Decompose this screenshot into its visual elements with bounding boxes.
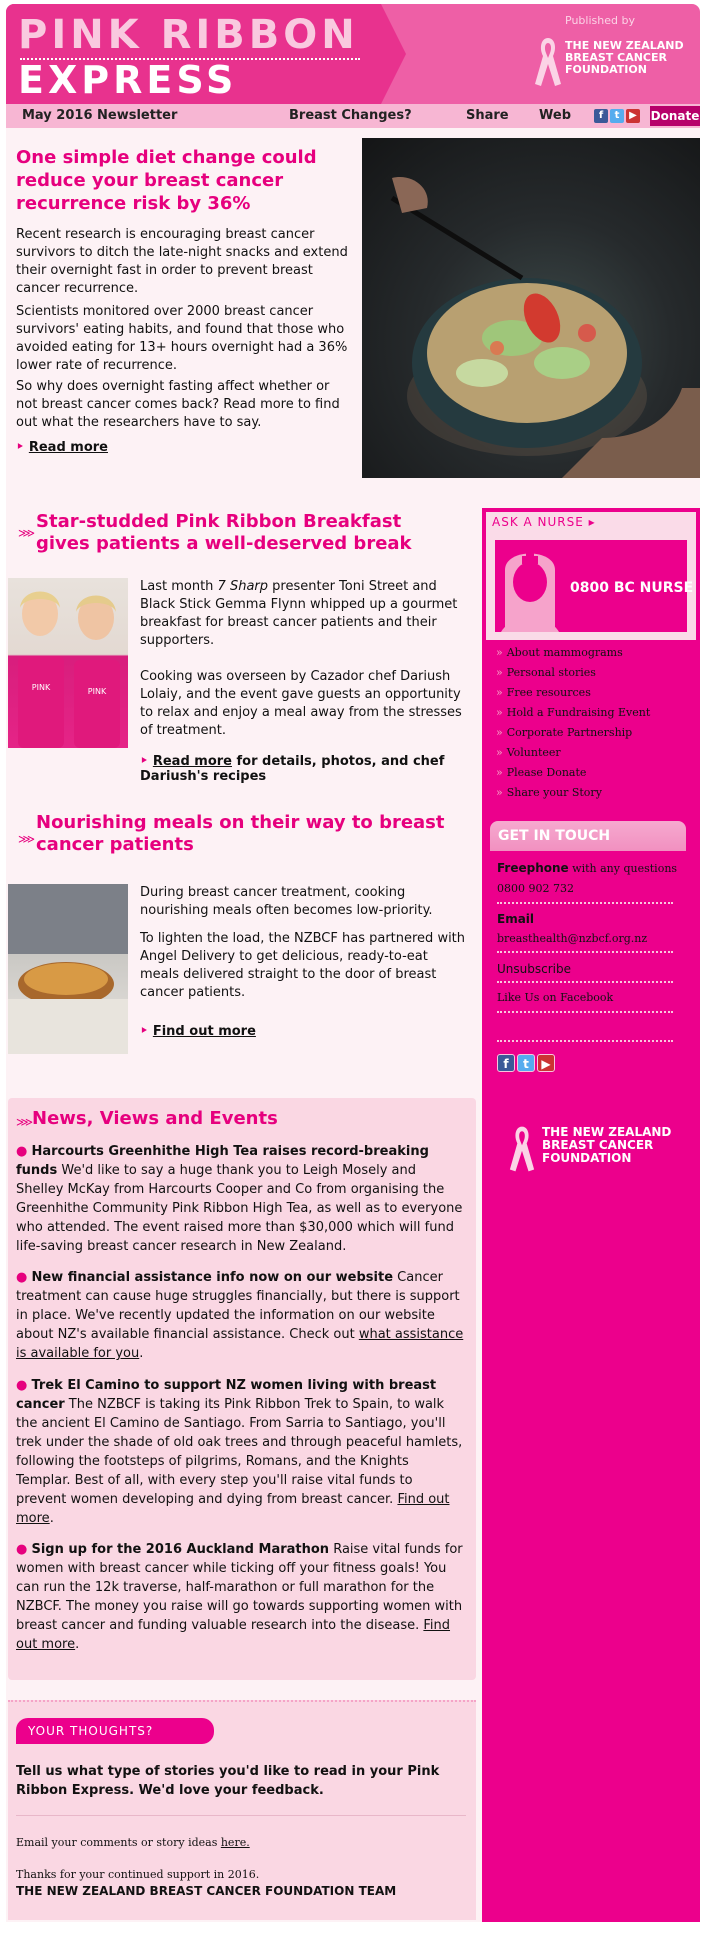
team-signoff: THE NEW ZEALAND BREAST CANCER FOUNDATION TEAM: [16, 1884, 397, 1898]
your-thoughts-tab: YOUR THOUGHTS?: [16, 1718, 214, 1744]
salad-bowl-photo: [362, 138, 700, 478]
sidebar-foundation-name: THE NEW ZEALAND BREAST CANCER FOUNDATION: [542, 1125, 672, 1165]
brand-title-line1: PINK RIBBON: [18, 12, 359, 58]
arrow-right-icon: ‣: [140, 754, 153, 769]
email-address-link[interactable]: breasthealth@nzbcf.org.nz: [497, 932, 648, 945]
hero-title: One simple diet change could reduce your breast cancer recurrence risk by 36%: [16, 147, 317, 214]
hero-paragraph-1: Recent research is encouraging breast cancer survivors to ditch the late-night snacks and extend their overnight fast in order to prevent breast cancer recurrence.: [16, 227, 348, 296]
ask-a-nurse-label[interactable]: ASK A NURSE ▸: [486, 512, 696, 532]
breakfast-title: Star-studded Pink Ribbon Breakfast gives patients a well-deserved break: [36, 511, 412, 554]
financial-assistance-link[interactable]: what assistance is available for you: [16, 1327, 464, 1361]
trek-find-out-more-link[interactable]: Find out more: [16, 1492, 450, 1526]
nurse-icon: [495, 540, 565, 635]
pie-dish-illustration: [8, 884, 128, 1054]
pie-dish-photo: [8, 884, 128, 1054]
get-in-touch-tab: GET IN TOUCH: [490, 821, 686, 851]
svg-text:PINK: PINK: [31, 683, 51, 692]
hero-paragraph-3: So why does overnight fasting affect whether or not breast cancer comes back? Read more to find out what the researchers have to say.: [16, 379, 340, 430]
sidebar-divider: [497, 951, 673, 953]
news-item-4: ● Sign up for the 2016 Auckland Marathon Raise vital funds for women with breast cancer while ticking off your fitness goals! You can run the 12k traverse, half-marathon or full marathon for the NZBCF. The money you raise will go towards supporting women with breast cancer and funding valuable research into the disease. Find out more.: [16, 1542, 463, 1652]
sidebar-link-corporate[interactable]: » Corporate Partnership: [496, 726, 633, 739]
twitter-icon[interactable]: t: [610, 109, 624, 123]
sidebar-link-personal-stories[interactable]: » Personal stories: [496, 666, 596, 679]
bullet-dot: ●: [16, 1144, 28, 1159]
news-title: News, Views and Events: [32, 1108, 278, 1129]
arrow-right-icon: ‣: [140, 1024, 153, 1039]
double-arrow-icon: »: [496, 726, 503, 739]
brand-title-line2: EXPRESS: [18, 58, 238, 102]
salad-bowl-illustration: [362, 138, 700, 478]
nav-share-link[interactable]: Share: [466, 108, 509, 123]
sidebar-divider: [497, 1040, 673, 1042]
arrow-right-icon: ▸: [588, 515, 596, 529]
nav-issue-label: May 2016 Newsletter: [22, 108, 178, 123]
double-arrow-icon: »: [496, 646, 503, 659]
feedback-email-line: Email your comments or story ideas here.: [16, 1836, 250, 1849]
marathon-find-out-more-link[interactable]: Find out more: [16, 1618, 451, 1652]
facebook-icon[interactable]: f: [594, 109, 608, 123]
freephone-line: Freephone with any questions: [497, 861, 678, 875]
youtube-icon[interactable]: ▶: [626, 109, 640, 123]
sidebar-link-fundraising[interactable]: » Hold a Fundraising Event: [496, 706, 651, 719]
donate-button[interactable]: Donate: [650, 106, 700, 126]
facebook-icon[interactable]: f: [497, 1054, 515, 1072]
double-arrow-icon: »: [496, 786, 503, 799]
youtube-icon[interactable]: ▶: [537, 1054, 555, 1072]
arrow-right-icon: ‣: [16, 440, 25, 455]
news-item-3: ● Trek El Camino to support NZ women living with breast cancer The NZBCF is taking its Pink Ribbon Trek to Spain, to walk the ancient El Camino de Santiago. From Sarria to Santiago, you'll trek under the shade of old oak trees and through peaceful hamlets, following the footsteps of pilgrims, Romans, and the Knights Templar. Best of all, with every step you'll raise vital funds to prevent women developing and dying from breast cancer. Find out more.: [16, 1378, 463, 1526]
nav-breast-changes-link[interactable]: Breast Changes?: [289, 108, 412, 123]
double-arrow-icon: »: [496, 686, 503, 699]
double-arrow-icon: »: [496, 666, 503, 679]
sidebar-link-free-resources[interactable]: » Free resources: [496, 686, 591, 699]
section-arrow-icon: ⋙: [16, 1115, 34, 1129]
published-by-label: Published by: [565, 14, 635, 27]
meals-title: Nourishing meals on their way to breast cancer patients: [36, 812, 445, 855]
sidebar-link-volunteer[interactable]: » Volunteer: [496, 746, 561, 759]
pink-ribbon-icon: [533, 34, 563, 90]
double-arrow-icon: »: [496, 706, 503, 719]
breakfast-read-more-link[interactable]: Read more: [152, 754, 232, 769]
pink-ribbon-logo-icon: [508, 1122, 536, 1176]
facebook-like-link[interactable]: Like Us on Facebook: [497, 991, 614, 1004]
sidebar-social-icons: [497, 1054, 555, 1072]
breakfast-paragraph-1: Last month 7 Sharp presenter Toni Street and Black Stick Gemma Flynn whipped up a gourmet breakfast for breast cancer patients and their supporters.: [140, 579, 458, 648]
nurse-phone-label[interactable]: 0800 BC NURSE: [570, 580, 694, 596]
nav-bar: [6, 104, 700, 128]
feedback-question: Tell us what type of stories you'd like to read in your Pink Ribbon Express. We'd love your feedback.: [16, 1764, 440, 1798]
sidebar-divider: [497, 981, 673, 983]
meals-find-out-more-link[interactable]: Find out more: [152, 1024, 256, 1039]
hero-paragraph-2: Scientists monitored over 2000 breast cancer survivors' eating habits, and found that those who avoided eating for 13+ hours overnight had a 36% lower rate of recurrence.: [16, 304, 348, 373]
feedback-email-link[interactable]: here.: [220, 1836, 250, 1849]
double-arrow-icon: »: [496, 766, 503, 779]
hero-read-more[interactable]: [16, 440, 108, 455]
bullet-dot: ●: [16, 1378, 28, 1393]
section-arrow-icon: ⋙: [18, 526, 36, 540]
meals-paragraph-1: During breast cancer treatment, cooking nourishing meals often becomes low-priority.: [140, 885, 433, 918]
unsubscribe-link[interactable]: Unsubscribe: [497, 962, 571, 976]
sidebar-divider: [497, 1011, 673, 1013]
sidebar: [482, 508, 700, 1922]
breakfast-hosts-illustration: [8, 578, 128, 748]
sidebar-link-donate[interactable]: » Please Donate: [496, 766, 587, 779]
hero-read-more-link[interactable]: Read more: [28, 440, 108, 455]
bullet-dot: ●: [16, 1270, 28, 1285]
sidebar-divider: [497, 902, 673, 904]
section-arrow-icon: ⋙: [18, 832, 36, 846]
breakfast-paragraph-2: Cooking was overseen by Cazador chef Dariush Lolaiy, and the event gave guests an opportunity to relax and enjoy a meal away from the stresses of treatment.: [140, 669, 462, 738]
header-foundation-name: THE NEW ZEALAND BREAST CANCER FOUNDATION: [565, 39, 684, 76]
sidebar-link-mammograms[interactable]: » About mammograms: [496, 646, 623, 659]
breakfast-hosts-photo: [8, 578, 128, 748]
meals-paragraph-2: To lighten the load, the NZBCF has partnered with Angel Delivery to get delicious, ready-to-eat meals delivered straight to the door of breast cancer patients.: [140, 931, 466, 1000]
nav-web-link[interactable]: Web: [539, 108, 571, 123]
twitter-icon[interactable]: t: [517, 1054, 535, 1072]
nav-social-icons: [594, 109, 640, 123]
sidebar-link-share-story[interactable]: » Share your Story: [496, 786, 602, 799]
meals-find-out-more: [140, 1024, 256, 1039]
breakfast-read-more: ‣ Read more for details, photos, and chef Dariush's recipes: [140, 754, 445, 784]
news-item-1: ● Harcourts Greenhithe High Tea raises record-breaking funds We'd like to say a huge thank you to Leigh Mosely and Shelley McKay from Harcourts Cooper and Co from organising the Greenhithe Community Pink Ribbon High Tea, as well as to everyone who attended. The event raised more than $30,000 which will fund life-saving breast cancer research in New Zealand.: [16, 1144, 463, 1254]
email-label: Email: [497, 912, 535, 926]
freephone-number[interactable]: 0800 902 732: [497, 882, 574, 895]
bullet-dot: ●: [16, 1542, 28, 1557]
news-item-2: ● New financial assistance info now on our website Cancer treatment can cause huge struggles financially, but there is support in place. We've recently updated the information on our website about NZ's available financial assistance. Check out what assistance is available for you.: [16, 1270, 464, 1361]
feedback-divider: [16, 1815, 466, 1816]
svg-text:PINK: PINK: [87, 687, 107, 696]
double-arrow-icon: »: [496, 746, 503, 759]
thanks-line: Thanks for your continued support in 2016.: [16, 1868, 260, 1881]
